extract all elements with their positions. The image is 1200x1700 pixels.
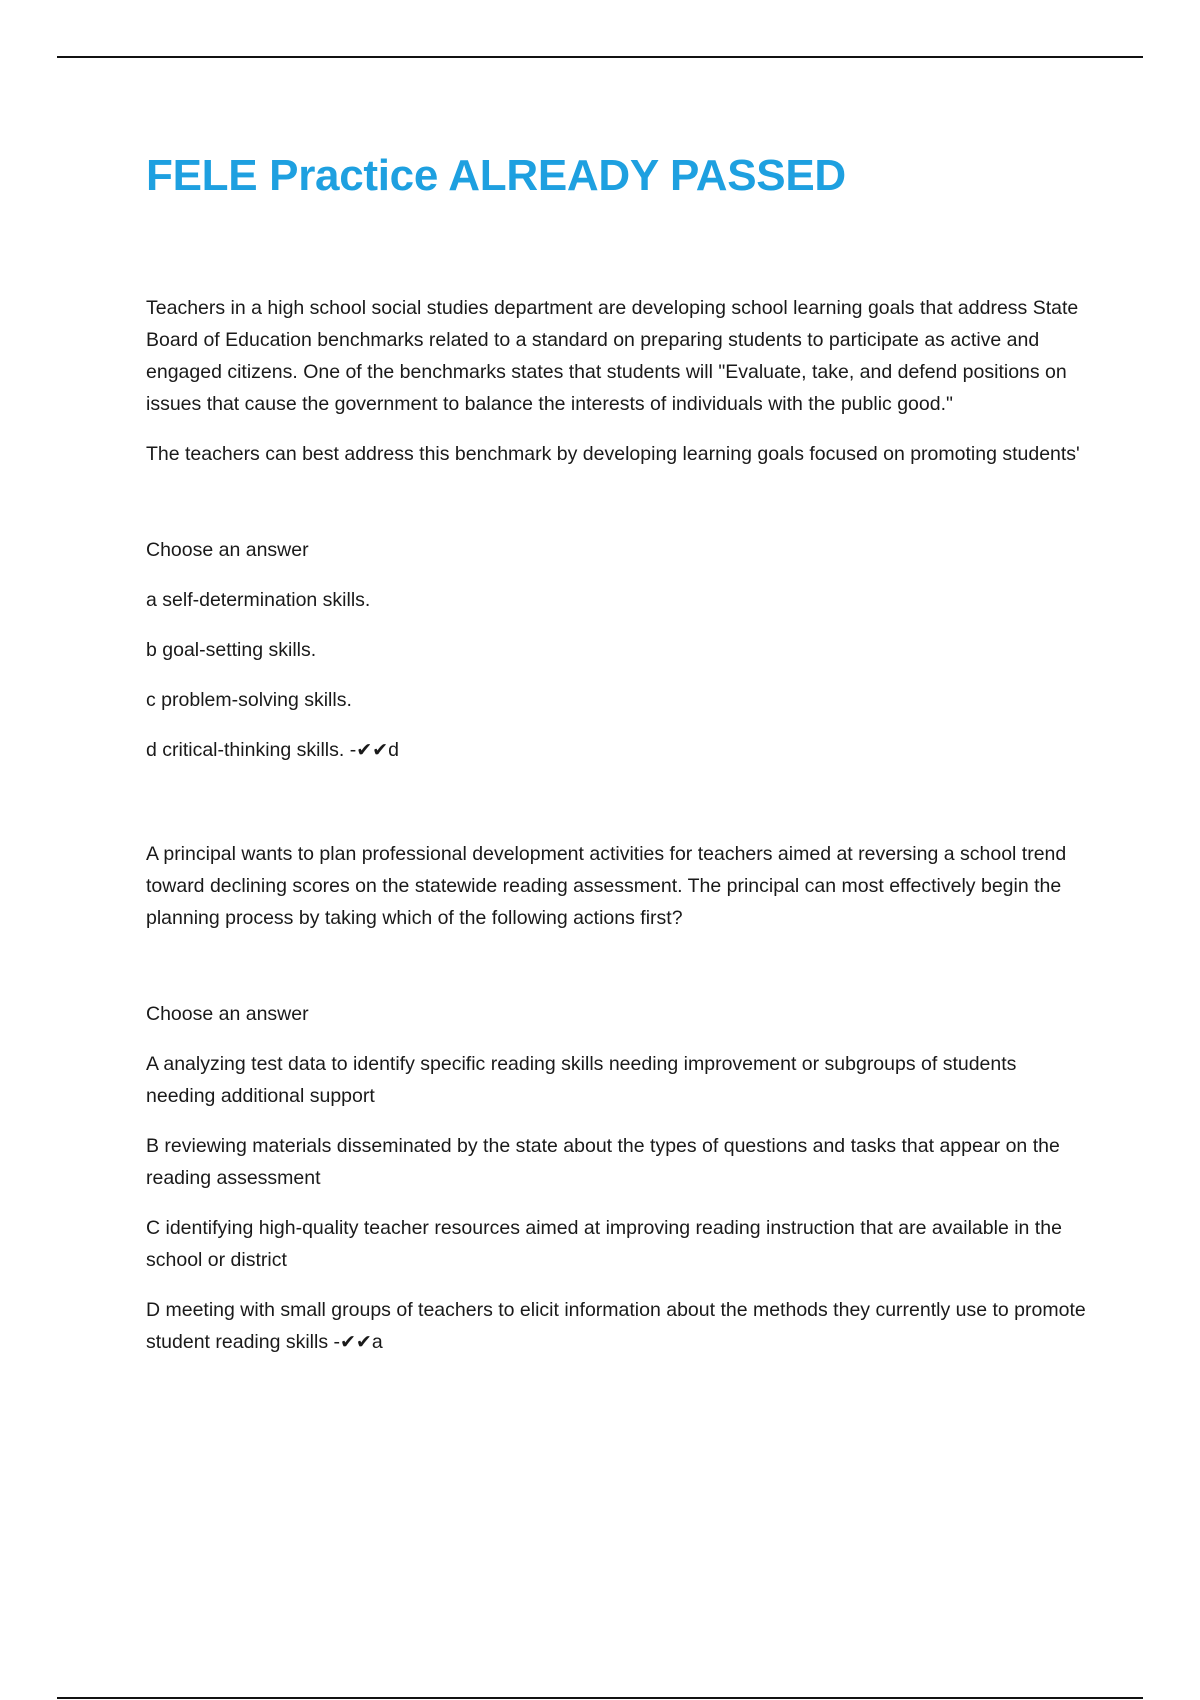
document-title: FELE Practice ALREADY PASSED [146,151,846,200]
correct-answer: a [371,1331,383,1353]
answer-option-d [146,734,1091,766]
choose-answer-label: Choose an answer [146,539,309,561]
question-stem: A principal wants to plan professional development activities for teachers aimed at reversing a school trend toward declining scores on the statewide reading assessment. The principal can most effectively begin the planning process by taking which of the following actions first? [146,843,1067,929]
answer-option-d-text: d critical-thinking skills. - [146,739,357,761]
answer-option-b: b goal-setting skills. [146,639,317,661]
checkmark-icon: ✔✔ [340,1331,372,1353]
answer-option-C: C identifying high-quality teacher resources aimed at improving reading instruction that are available in the school or district [146,1217,1062,1271]
checkmark-icon: ✔✔ [356,739,389,761]
choose-answer-label: Choose an answer [146,1003,309,1025]
question-prompt: The teachers can best address this benchmark by developing learning goals focused on promoting students' [146,443,1080,465]
answer-option-A: A analyzing test data to identify specific reading skills needing improvement or subgroups of students needing additional support [146,1053,1017,1107]
correct-answer: d [388,739,399,761]
answer-option-a: a self-determination skills. [146,589,371,611]
answer-option-B: B reviewing materials disseminated by the state about the types of questions and tasks that appear on the reading assessment [146,1135,1060,1189]
question-1 [146,292,1091,766]
answer-option-D [146,1294,1091,1358]
answer-option-D-text: D meeting with small groups of teachers to elicit information about the methods they currently use to promote student reading skills - [146,1299,1086,1353]
document-body [146,148,1091,1358]
question-2 [146,838,1091,1358]
header-rule [57,56,1143,58]
answer-option-c: c problem-solving skills. [146,689,352,711]
footer-rule [57,1697,1143,1699]
question-stem: Teachers in a high school social studies department are developing school learning goals that address State Board of Education benchmarks related to a standard on preparing students to participate as active and engaged citizens. One of the benchmarks states that students will "Evaluate, take, and defend positions on issues that cause the government to balance the interests of individuals with the public good." [146,297,1079,415]
